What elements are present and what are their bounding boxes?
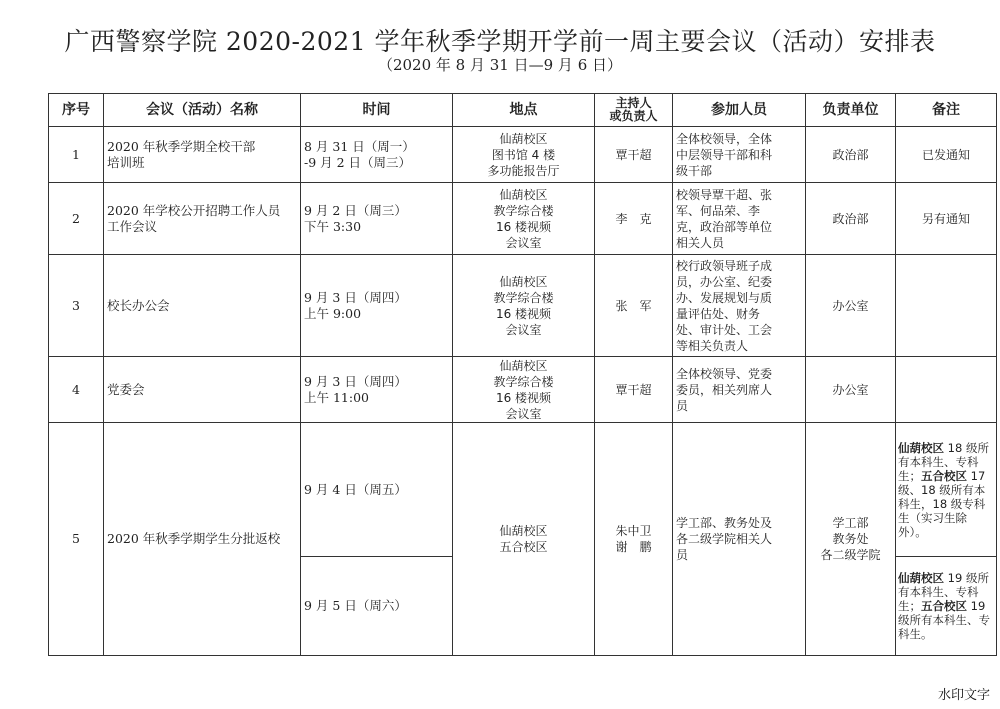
campus-xianhu-label: 仙葫校区: [898, 571, 944, 585]
table-row: [49, 127, 997, 183]
row-name: 2020 年秋季学期全校干部 培训班: [104, 127, 301, 183]
row-remark-day1: [896, 423, 997, 557]
row-no: 1: [49, 127, 104, 183]
page-title: 广西警察学院 2020-2021 学年秋季学期开学前一周主要会议（活动）安排表: [64, 27, 936, 56]
row-place: 仙葫校区 教学综合楼 16 楼视频 会议室: [453, 357, 595, 423]
table-row: [49, 183, 997, 255]
table-row: [49, 357, 997, 423]
row-unit: 学工部 教务处 各二级学院: [806, 423, 896, 656]
row-host: 李 克: [595, 183, 673, 255]
row-unit: 办公室: [806, 357, 896, 423]
header-time: 时间: [301, 94, 453, 127]
header-attendees: 参加人员: [673, 94, 806, 127]
remark-text: 18 级所有本科生、专科生；: [898, 440, 989, 483]
date-range-subtitle: （2020 年 8 月 31 日—9 月 6 日）: [377, 56, 623, 74]
row-attendees: 校行政领导班子成 员，办公室、纪委 办、发展规划与质 量评估处、财务 处、审计处、工会 等相关负责人: [673, 255, 806, 357]
table-row: [49, 423, 997, 557]
header-remark: 备注: [896, 94, 997, 127]
schedule-table: [48, 93, 997, 656]
row-no: 3: [49, 255, 104, 357]
row-remark: 已发通知: [896, 127, 997, 183]
campus-wuhe-label: 五合校区: [921, 468, 967, 483]
row-remark-day2: [896, 557, 997, 656]
watermark-text: 水印文字: [938, 684, 990, 703]
header-place: 地点: [453, 94, 595, 127]
row-remark: [896, 357, 997, 423]
remark-text: 19 级所有本科生、专科生。: [898, 599, 990, 641]
row-time-day2: 9 月 5 日（周六）: [301, 557, 453, 656]
row-host: 张 军: [595, 255, 673, 357]
row-remark: 另有通知: [896, 183, 997, 255]
row-remark: [896, 255, 997, 357]
table-row: [49, 255, 997, 357]
row-place: 仙葫校区 五合校区: [453, 423, 595, 656]
row-unit: 政治部: [806, 127, 896, 183]
row-time: 9 月 3 日（周四） 上午 9:00: [301, 255, 453, 357]
row-attendees: 学工部、教务处及 各二级学院相关人 员: [673, 423, 806, 656]
row-unit: 办公室: [806, 255, 896, 357]
remark-text: 17 级、18 级所有本科生，18 级专科生（实习生除外）。: [898, 468, 986, 539]
row-attendees: 全体校领导、党委 委员，相关列席人 员: [673, 357, 806, 423]
row-place: 仙葫校区 图书馆 4 楼 多功能报告厅: [453, 127, 595, 183]
header-host: 主持人 或负责人: [595, 94, 673, 127]
row-no: 5: [49, 423, 104, 656]
row-no: 4: [49, 357, 104, 423]
row-time: 8 月 31 日（周一） -9 月 2 日（周三）: [301, 127, 453, 183]
row-attendees: 全体校领导，全体 中层领导干部和科 级干部: [673, 127, 806, 183]
row-name: 2020 年学校公开招聘工作人员 工作会议: [104, 183, 301, 255]
header-name: 会议（活动）名称: [104, 94, 301, 127]
header-no: 序号: [49, 94, 104, 127]
campus-xianhu-label: 仙葫校区: [898, 440, 944, 455]
row-host: 朱中卫 谢 鹏: [595, 423, 673, 656]
header-row: [49, 94, 997, 127]
row-name: 校长办公会: [104, 255, 301, 357]
row-time: 9 月 3 日（周四） 上午 11:00: [301, 357, 453, 423]
row-host: 覃干超: [595, 127, 673, 183]
row-name: 2020 年秋季学期学生分批返校: [104, 423, 301, 656]
campus-wuhe-label: 五合校区: [921, 599, 967, 613]
row-time-day1: 9 月 4 日（周五）: [301, 423, 453, 557]
row-unit: 政治部: [806, 183, 896, 255]
row-place: 仙葫校区 教学综合楼 16 楼视频 会议室: [453, 255, 595, 357]
row-host: 覃干超: [595, 357, 673, 423]
header-unit: 负责单位: [806, 94, 896, 127]
row-name: 党委会: [104, 357, 301, 423]
row-time: 9 月 2 日（周三） 下午 3:30: [301, 183, 453, 255]
row-place: 仙葫校区 教学综合楼 16 楼视频 会议室: [453, 183, 595, 255]
remark-text: 19 级所有本科生、专科生；: [898, 571, 989, 613]
row-attendees: 校领导覃干超、张 军、何品荣、李 克，政治部等单位 相关人员: [673, 183, 806, 255]
row-no: 2: [49, 183, 104, 255]
